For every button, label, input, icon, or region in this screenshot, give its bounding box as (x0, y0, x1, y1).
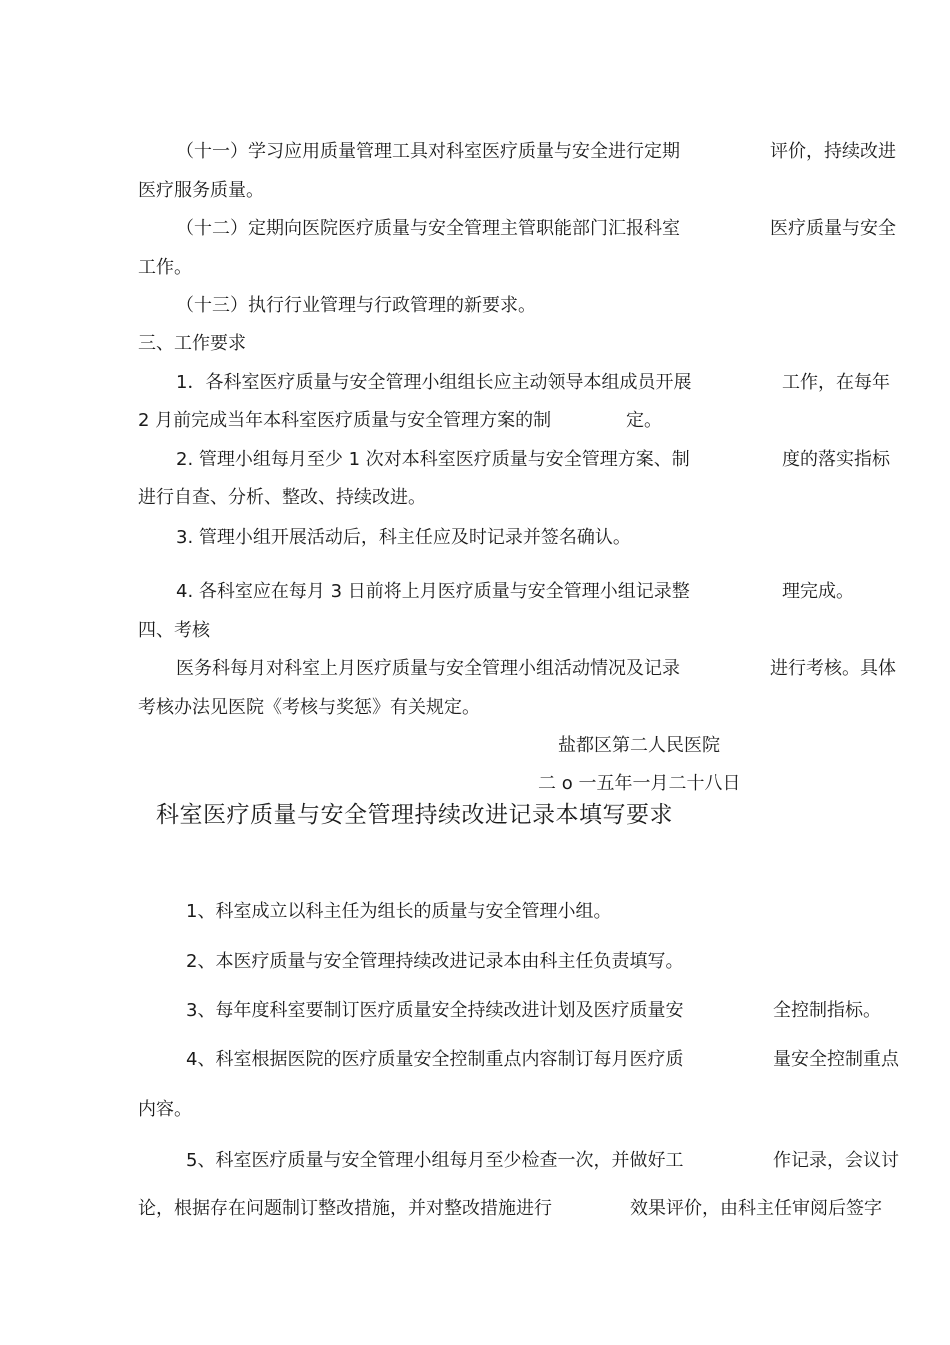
signature-org: 盐都区第二人民医院 (558, 735, 720, 756)
fill-req-2: 2、本医疗质量与安全管理持续改进记录本由科主任负责填写。 (186, 951, 684, 972)
signature-date: 二 o 一五年一月二十八日 (538, 773, 741, 794)
item-13-line1: （十三）执行行业管理与行政管理的新要求。 (176, 295, 536, 316)
section-4-heading: 四、考核 (138, 620, 210, 641)
item-12-line1-right: 医疗质量与安全 (770, 218, 896, 239)
req-2-line1-left: 2. 管理小组每月至少 1 次对本科室医疗质量与安全管理方案、制 (176, 449, 690, 470)
req-1-line1-right: 工作，在每年 (782, 372, 890, 393)
req-4-line1-right: 理完成。 (782, 581, 854, 602)
fill-req-3-left: 3、每年度科室要制订医疗质量安全持续改进计划及医疗质量安 (186, 1000, 684, 1021)
req-2-line1-right: 度的落实指标 (782, 449, 890, 470)
section-4-line1-right: 进行考核。具体 (770, 658, 896, 679)
req-4-line1-left: 4. 各科室应在每月 3 日前将上月医疗质量与安全管理小组记录整 (176, 581, 690, 602)
req-1-line1-left: 1．各科室医疗质量与安全管理小组组长应主动领导本组成员开展 (176, 372, 692, 393)
fill-req-4-line2: 内容。 (138, 1099, 192, 1120)
requirements-title: 科室医疗质量与安全管理持续改进记录本填写要求 (156, 802, 673, 828)
req-1-line2-right: 定。 (626, 410, 662, 431)
section-4-line2: 考核办法见医院《考核与奖惩》有关规定。 (138, 697, 480, 718)
fill-req-1: 1、科室成立以科主任为组长的质量与安全管理小组。 (186, 901, 612, 922)
section-4-line1-left: 医务科每月对科室上月医疗质量与安全管理小组活动情况及记录 (176, 658, 680, 679)
item-12-line1-left: （十二）定期向医院医疗质量与安全管理主管职能部门汇报科室 (176, 218, 680, 239)
req-1-line2-left: 2 月前完成当年本科室医疗质量与安全管理方案的制 (138, 410, 552, 431)
item-11-line2: 医疗服务质量。 (138, 180, 264, 201)
item-11-line1-right: 评价，持续改进 (770, 141, 896, 162)
fill-req-4-right: 量安全控制重点 (773, 1049, 899, 1070)
fill-req-5-left: 5、科室医疗质量与安全管理小组每月至少检查一次，并做好工 (186, 1150, 684, 1171)
req-2-line2: 进行自查、分析、整改、持续改进。 (138, 487, 426, 508)
section-3-heading: 三、工作要求 (138, 333, 246, 354)
fill-req-4-left: 4、科室根据医院的医疗质量安全控制重点内容制订每月医疗质 (186, 1049, 684, 1070)
fill-req-3-right: 全控制指标。 (773, 1000, 881, 1021)
fill-req-5-line2-left: 论，根据存在问题制订整改措施，并对整改措施进行 (138, 1198, 552, 1219)
item-12-line2: 工作。 (138, 257, 192, 278)
fill-req-5-right: 作记录，会议讨 (773, 1150, 899, 1171)
fill-req-5-line2-right: 效果评价，由科主任审阅后签字 (630, 1198, 882, 1219)
req-3-line1: 3. 管理小组开展活动后，科主任应及时记录并签名确认。 (176, 527, 631, 548)
item-11-line1-left: （十一）学习应用质量管理工具对科室医疗质量与安全进行定期 (176, 141, 680, 162)
